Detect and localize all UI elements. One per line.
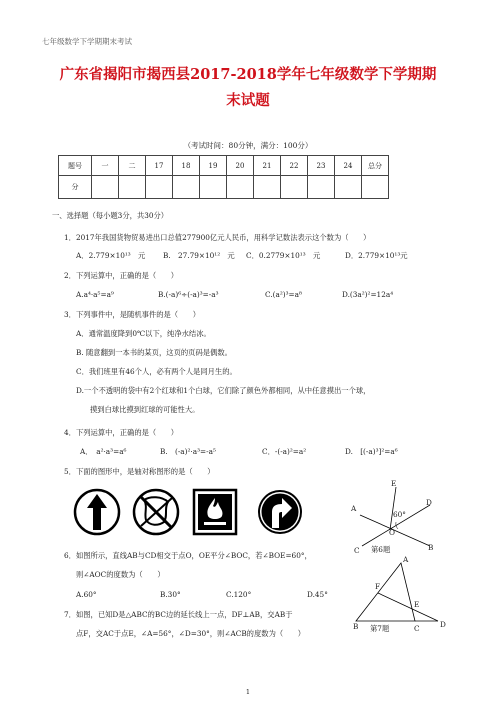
question-6-line2: 则∠AOC的度数为（ ） [76, 570, 165, 579]
angle-mark [396, 522, 398, 529]
fig7-label-a: A [403, 555, 409, 564]
score-table [58, 155, 389, 199]
up-arrow-sign-icon [75, 490, 119, 534]
ray-oe [390, 487, 396, 530]
score-blank [308, 176, 335, 199]
q3-option-a: A．通常温度降到0℃以下，纯净水结冰。 [76, 329, 211, 338]
score-blank [335, 176, 362, 199]
q3-option-d-line1: D.一个不透明的袋中有2个红球和1个白球，它们除了颜色外都相同，从中任意摸出一个球， [76, 386, 371, 395]
no-plastic-sign-icon [134, 490, 178, 534]
fig6-label-o: O [389, 528, 395, 537]
question-3: 3．下列事件中，是随机事件的是（ ） [64, 310, 200, 319]
fig7-label-e: E [414, 600, 420, 609]
fig7-label-f: F [375, 582, 381, 591]
question-2: 2．下列运算中，正确的是（ ） [64, 271, 179, 280]
fig6-label-a: A [351, 504, 357, 513]
score-table-score-row [59, 176, 389, 199]
page-number: 1 [245, 688, 251, 696]
fig7-caption: 第7题 [370, 624, 390, 633]
fig6-label-b: B [428, 543, 434, 552]
q6-option-b: B.30° [160, 590, 181, 599]
score-blank [119, 176, 146, 199]
score-cell: 题号 [59, 156, 92, 176]
q6-option-d: D.45° [307, 590, 328, 599]
question-7-line2: 点F，交AC于点E，∠A=56°，∠D=30°，则∠ACB的度数为（ ） [76, 629, 306, 638]
q1-option-d: D．2.779×10¹³元 [345, 251, 408, 260]
score-cell: 20 [227, 156, 254, 176]
q4-option-a: A． a²·a³=a⁶ [80, 447, 127, 456]
score-blank [92, 176, 119, 199]
score-cell: 18 [173, 156, 200, 176]
fig6-angle-label: 60° [393, 510, 406, 519]
q3-option-b: B. 随意翻到一本书的某页，这页的页码是偶数。 [76, 348, 232, 357]
score-cell: 21 [254, 156, 281, 176]
fig7-label-b: B [353, 622, 359, 631]
score-blank [200, 176, 227, 199]
question-7-line1: 7．如图，已知D是△ABC的BC边的延长线上一点，DF⊥AB，交AB于 [64, 610, 293, 619]
score-cell: 23 [308, 156, 335, 176]
q4-option-c: C．-(-a)²=a² [262, 447, 307, 456]
page-title [40, 62, 456, 114]
score-row-label: 分 [59, 176, 92, 199]
question-6-line1: 6．如图所示，直线AB与CD相交于点O，OE平分∠BOC，若∠BOE=60°， [64, 551, 312, 560]
score-cell: 总分 [362, 156, 389, 176]
fig7-label-d: D [440, 620, 446, 629]
score-cell: 17 [146, 156, 173, 176]
q4-option-d: D. [(-a)³]²=a⁶ [345, 447, 398, 456]
q2-option-b: B.(-a)⁶÷(-a)³=-a³ [158, 290, 219, 299]
fig6-label-c: C [354, 546, 360, 555]
score-blank [362, 176, 389, 199]
score-cell: 19 [200, 156, 227, 176]
title-line-2: 末试题 [226, 92, 270, 109]
flammable-sign-icon [194, 490, 236, 534]
triangle-abc [356, 563, 415, 621]
q6-option-a: A.60° [76, 590, 97, 599]
q1-option-a: A．2.779×10¹³ 元 [76, 251, 146, 260]
q6-option-c: C.120° [226, 590, 252, 599]
line-df [378, 593, 438, 621]
question-4: 4．下列运算中，正确的是（ ） [64, 428, 179, 437]
score-blank [227, 176, 254, 199]
fig6-caption: 第6题 [371, 545, 391, 554]
section-heading: 一、选择题（每小题3分，共30分） [52, 211, 169, 220]
score-blank [173, 176, 200, 199]
score-cell: 22 [281, 156, 308, 176]
figure-7-diagram [350, 558, 450, 630]
q1-option-b: B. 27.79×10¹² 元 [163, 251, 235, 260]
score-blank [254, 176, 281, 199]
q2-option-a: A.a⁴·a⁵=a⁹ [76, 290, 114, 299]
score-blank [146, 176, 173, 199]
q4-option-b: B. (-a)²·a³=-a⁵ [160, 447, 216, 456]
score-cell: 24 [335, 156, 362, 176]
question-5: 5．下面的图形中，是轴对称图形的是（ ） [64, 467, 215, 476]
fig6-label-d: D [426, 498, 432, 507]
title-line-1: 广东省揭阳市揭西县2017-2018学年七年级数学下学期期 [59, 66, 437, 83]
score-table-header-row [59, 156, 389, 176]
score-blank [281, 176, 308, 199]
fig6-label-e: E [391, 479, 397, 488]
turn-right-sign-icon [258, 490, 302, 534]
q3-option-c: C．我们班里有46个人，必有两个人是同月生的。 [76, 367, 237, 376]
q2-option-c: C.(a²)³=a⁸ [265, 290, 302, 299]
score-cell: 二 [119, 156, 146, 176]
q5-figures [68, 486, 308, 538]
question-1: 1．2017年我国货物贸易进出口总值277900亿元人民币，用科学记数法表示这个数为（ ） [64, 233, 371, 242]
exam-info: （考试时间：80分钟，满分：100分） [183, 141, 313, 150]
fig7-label-c: C [414, 624, 420, 633]
page-header: 七年级数学下学期期末考试 [42, 37, 132, 46]
score-cell: 一 [92, 156, 119, 176]
q3-option-d-line2: 摸到白球比摸到红球的可能性大。 [90, 405, 200, 414]
q2-option-d: D.(3a²)²=12a⁴ [342, 290, 394, 299]
q1-option-c: C．0.2779×10¹³ 元 [246, 251, 321, 260]
